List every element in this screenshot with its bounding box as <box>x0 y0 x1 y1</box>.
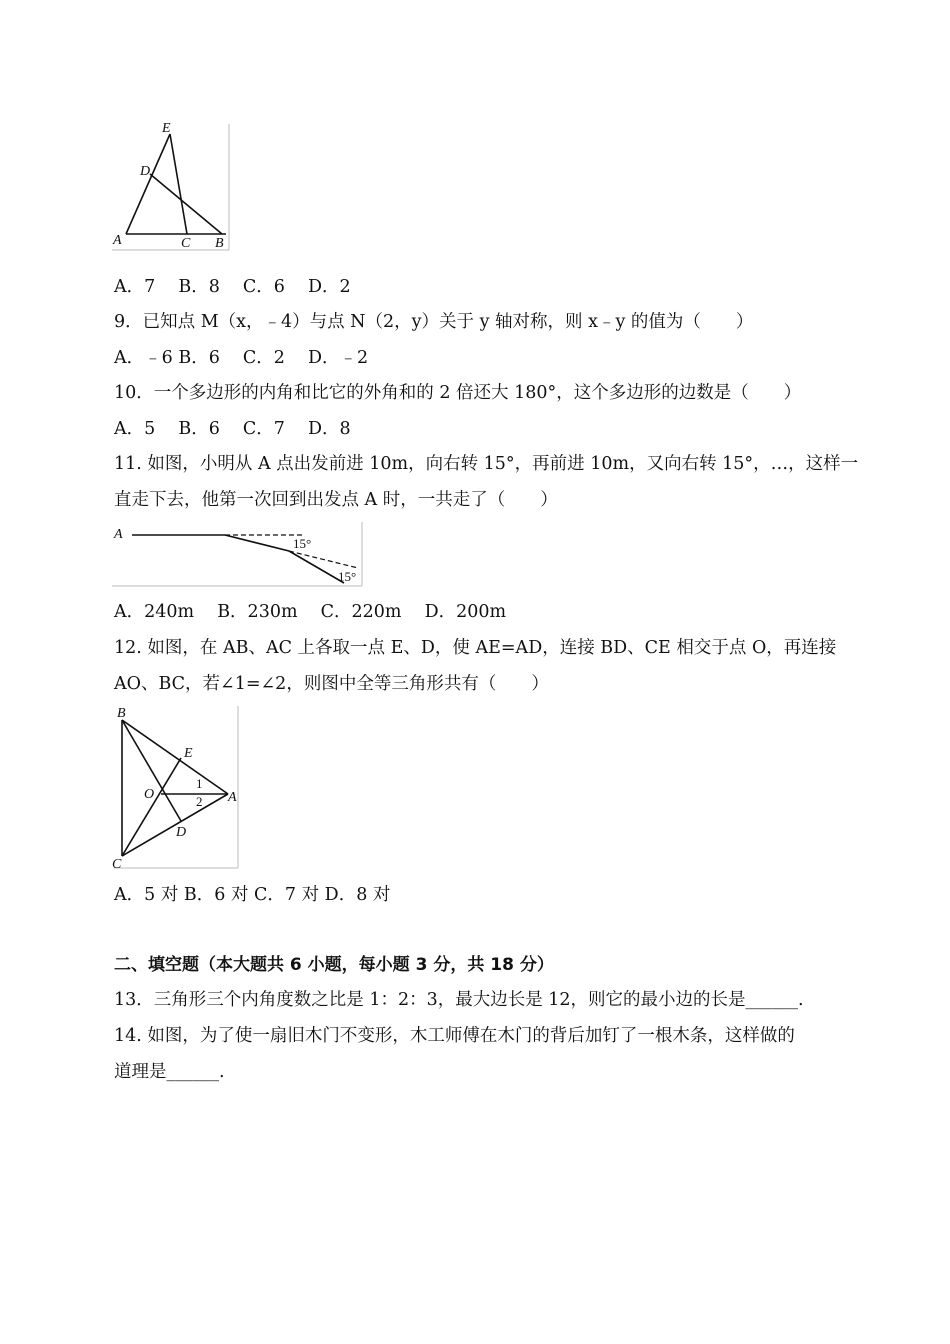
q11-options: A．240m B．230m C．220m D．200m <box>114 602 507 622</box>
label-a: A <box>114 527 123 542</box>
q10-options: A．5 B．6 C．7 D．8 <box>114 419 351 439</box>
q12-stem-line2: AO、BC，若∠1=∠2，则图中全等三角形共有（ ） <box>114 674 549 694</box>
label-c: C <box>112 857 122 872</box>
segment-ba <box>122 720 228 794</box>
q12-stem-line1: 12. 如图，在 AB、AC 上各取一点 E、D，使 AE=AD，连接 BD、CE 相交于点 O，再连接 <box>114 638 837 658</box>
label-a: A <box>113 233 122 248</box>
q11-stem-line2: 直走下去，他第一次回到出发点 A 时，一共走了（ ） <box>114 490 558 510</box>
label-b: B <box>215 236 224 251</box>
section-title-fill-blank: 二、填空题（本大题共 6 小题，每小题 3 分，共 18 分） <box>114 955 554 975</box>
angle-label-1: 15° <box>293 536 312 551</box>
angle-label-1: 1 <box>196 776 203 791</box>
q12-options: A．5 对 B．6 对 C．7 对 D．8 对 <box>114 885 391 905</box>
label-b: B <box>117 706 126 721</box>
q14-stem-line2: 道理是______. <box>114 1062 225 1082</box>
label-c: C <box>181 236 191 251</box>
segment-ca <box>122 794 228 856</box>
q9-options: A．﹣6 B．6 C．2 D．﹣2 <box>114 348 369 368</box>
label-e: E <box>162 121 171 136</box>
q10-stem: 10．一个多边形的内角和比它的外角和的 2 倍还大 180°，这个多边形的边数是（ ） <box>114 383 802 403</box>
q8-options: A．7 B．8 C．6 D．2 <box>114 277 351 297</box>
figure-q12 <box>108 702 242 874</box>
segment-ec <box>170 134 187 234</box>
label-e: E <box>184 746 193 761</box>
q11-stem-line1: 11. 如图，小明从 A 点出发前进 10m，向右转 15°，再前进 10m，又向右转 15°，…，这样一 <box>114 454 859 474</box>
q9-stem: 9．已知点 M（x，﹣4）与点 N（2，y）关于 y 轴对称，则 x﹣y 的值为（ ） <box>114 312 754 332</box>
figure-q11 <box>108 520 366 590</box>
figure-q8 <box>108 118 234 254</box>
q14-stem-line1: 14. 如图，为了使一扇旧木门不变形，木工师傅在木门的背后加钉了一根木条，这样做的 <box>114 1026 795 1046</box>
q13-stem: 13．三角形三个内角度数之比是 1：2：3，最大边长是 12，则它的最小边的长是______. <box>114 990 804 1010</box>
angle-label-2: 15° <box>338 569 357 584</box>
angle-label-2: 2 <box>196 794 203 809</box>
label-d: D <box>140 164 151 179</box>
label-d: D <box>176 825 187 840</box>
label-o: O <box>144 787 155 802</box>
segment-ae <box>126 134 170 234</box>
label-a: A <box>228 790 237 805</box>
